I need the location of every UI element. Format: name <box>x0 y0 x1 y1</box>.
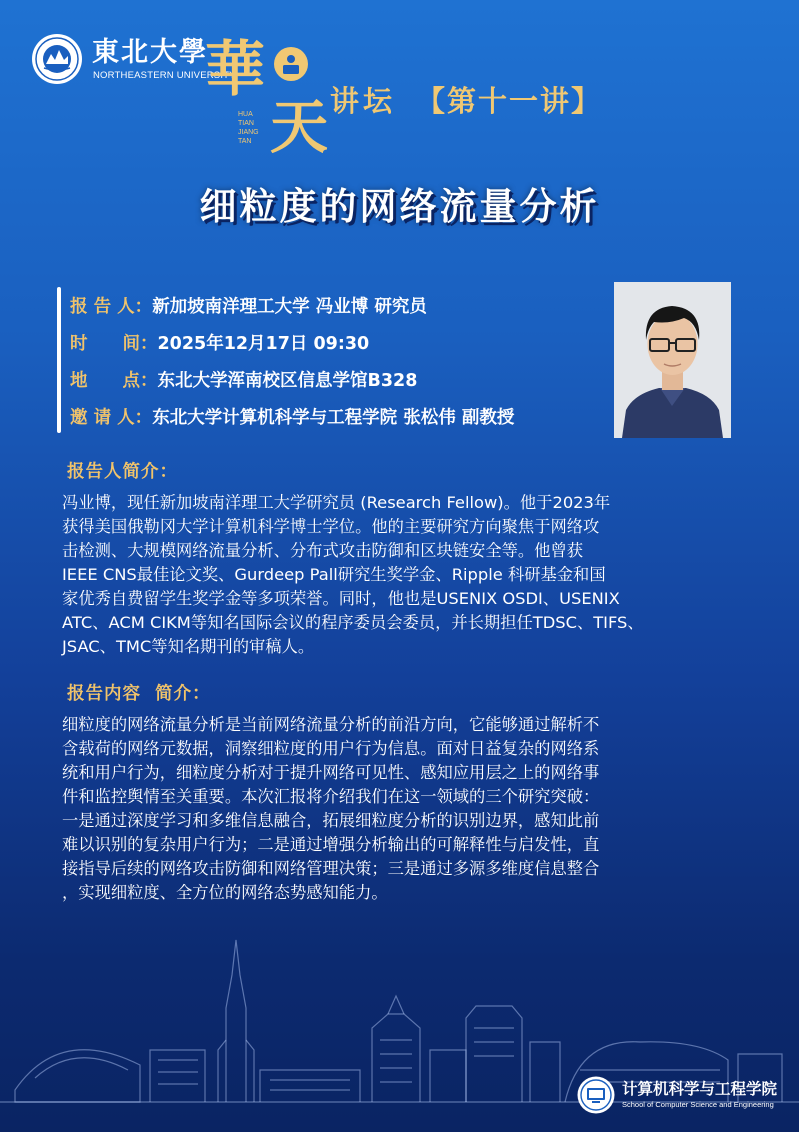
time-row <box>70 330 369 355</box>
time-label: 时 间： <box>70 334 158 354</box>
bio-line: 冯业博，现任新加坡南洋理工大学研究员 (Research Fellow)。他于2023年 <box>62 493 611 512</box>
abstract-line: 一是通过深度学习和多维信息融合，拓展细粒度分析的识别边界，感知此前 <box>62 811 600 830</box>
abstract-paragraph <box>62 713 738 905</box>
speaker-label: 报 告 人： <box>70 297 153 317</box>
abstract-line: 件和监控舆情至关重要。本次汇报将介绍我们在这一领域的三个研究突破： <box>62 787 600 806</box>
inviter-row <box>70 404 514 429</box>
speaker-photo <box>614 282 731 438</box>
bio-line: ATC、ACM CIKM等知名国际会议的程序委员会委员，并长期担任TDSC、TIFS、 <box>62 613 644 632</box>
info-accent-bar <box>57 287 61 433</box>
abstract-line: ，实现细粒度、全方位的网络态势感知能力。 <box>62 883 388 902</box>
bio-line: JSAC、TMC等知名期刊的审稿人。 <box>62 637 315 656</box>
bio-line: 击检测、大规模网络流量分析、分布式攻击防御和区块链安全等。他曾获 <box>62 541 584 560</box>
huatian-emblem-icon <box>272 45 310 83</box>
forum-label: 讲坛 <box>330 84 397 118</box>
university-name-cn: 東北大學 <box>92 37 208 68</box>
brand-tian: 天 <box>270 93 329 161</box>
bio-heading: 报告人简介： <box>67 462 178 482</box>
page-title: 细粒度的网络流量分析 <box>199 185 600 228</box>
lecture-number: 【第十一讲】 <box>416 84 603 118</box>
school-name-en: School of Computer Science and Engineering <box>622 1100 774 1109</box>
inviter-label: 邀 请 人： <box>70 408 153 428</box>
abstract-line: 接指导后续的网络攻击防御和网络管理决策；三是通过多源多维度信息整合 <box>62 859 600 878</box>
inviter-value: 东北大学计算机科学与工程学院 张松伟 副教授 <box>152 408 515 428</box>
time-value: 2025年12月17日 09:30 <box>157 334 370 354</box>
university-name-en: NORTHEASTERN UNIVERSITY <box>93 70 236 81</box>
place-row <box>70 367 417 392</box>
bio-paragraph <box>62 491 738 659</box>
bio-line: IEEE CNS最佳论文奖、Gurdeep Pall研究生奖学金、Ripple 科研基金和国 <box>62 565 606 584</box>
brand-hua: 華 <box>205 35 265 105</box>
bio-line: 获得美国俄勒冈大学计算机科学博士学位。他的主要研究方向聚焦于网络攻 <box>62 517 600 536</box>
brand-pinyin: HUA TIAN JIANG TAN <box>238 111 259 145</box>
abstract-heading: 报告内容 简介： <box>67 684 211 704</box>
abstract-line: 统和用户行为，细粒度分析对于提升网络可见性、感知应用层之上的网络事 <box>62 763 600 782</box>
speaker-value: 新加坡南洋理工大学 冯业博 研究员 <box>152 297 427 317</box>
abstract-line: 细粒度的网络流量分析是当前网络流量分析的前沿方向，它能够通过解析不 <box>62 715 600 734</box>
neu-emblem-icon <box>30 32 84 86</box>
school-name-cn: 计算机科学与工程学院 <box>622 1080 778 1098</box>
cse-logo-icon <box>576 1075 616 1115</box>
abstract-line: 难以识别的复杂用户行为；二是通过增强分析输出的可解释性与启发性，直 <box>62 835 600 854</box>
place-label: 地 点： <box>70 371 158 391</box>
bio-line: 家优秀自费留学生奖学金等多项荣誉。同时，他也是USENIX OSDI、USENIX <box>62 589 620 608</box>
place-value: 东北大学浑南校区信息学馆B328 <box>157 371 418 391</box>
abstract-line: 含载荷的网络元数据，洞察细粒度的用户行为信息。面对日益复杂的网络系 <box>62 739 600 758</box>
speaker-row <box>70 293 427 318</box>
